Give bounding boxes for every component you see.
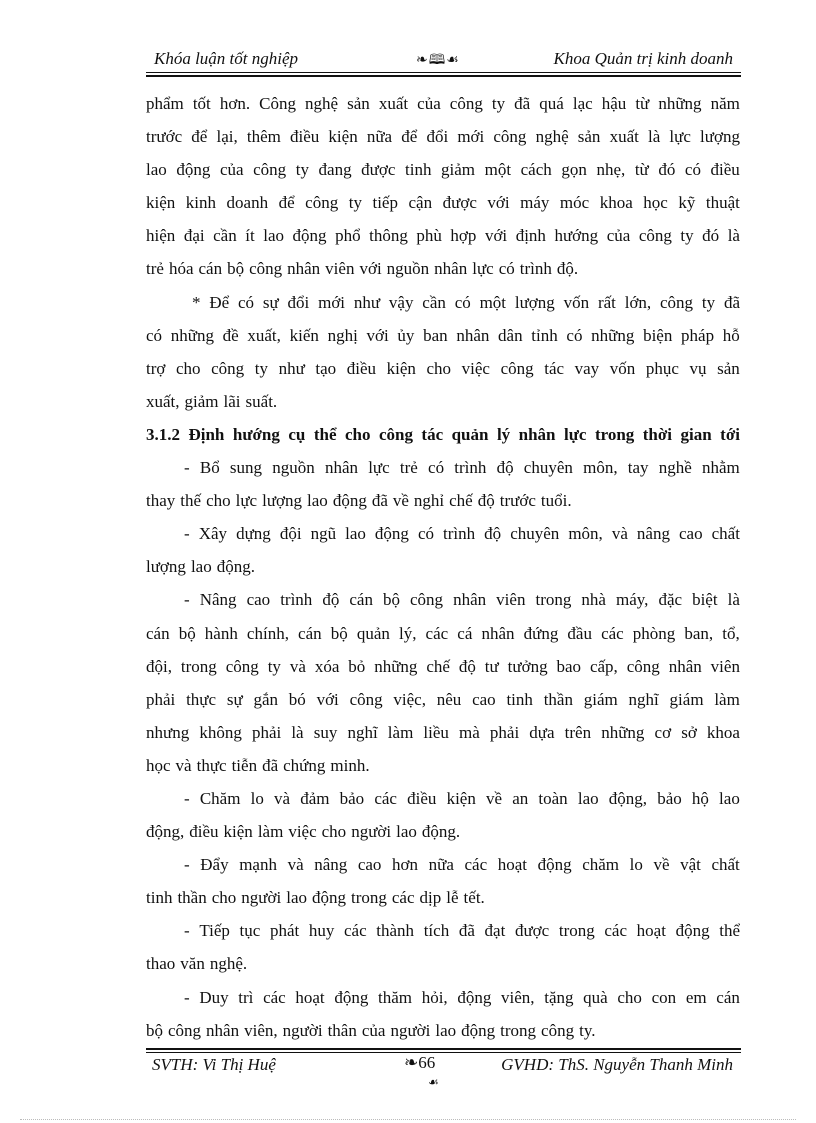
paragraph-line: trợ cho công ty như tạo điều kiện cho việc công tác vay vốn phục vụ sản [146, 358, 740, 378]
paragraph-line: lao động của công ty đang được tinh giảm một cách gọn nhẹ, từ đó có điều [146, 160, 740, 180]
paragraph-line: học và thực tiễn đã chứng minh. [146, 755, 370, 775]
paragraph-line: xuất, giảm lãi suất. [146, 391, 278, 411]
paragraph-line: thay thế cho lực lượng lao động đã về nghỉ chế độ trước tuổi. [146, 491, 572, 511]
header-ornament-icon: ❧🕮☙ [416, 53, 460, 68]
paragraph-line: - Chăm lo và đảm bảo các điều kiện về an toàn lao động, bảo hộ lao [184, 788, 740, 808]
footer-rule-thin [146, 1052, 741, 1053]
page-edge-divider [20, 1119, 796, 1120]
paragraph-line: hiện đại cần ít lao động phổ thông phù hợp với định hướng của công ty đó là [146, 226, 740, 246]
footer-rule-thick [146, 1048, 741, 1050]
footer-page-number: ❧66 [404, 1053, 436, 1072]
page-header [146, 46, 741, 72]
page-footer [146, 1053, 741, 1089]
header-faculty-label: Khoa Quản trị kinh doanh [553, 49, 733, 68]
paragraph-line: bộ công nhân viên, người thân của người lao động trong công ty. [146, 1020, 596, 1040]
paragraph-line: - Bổ sung nguồn nhân lực trẻ có trình độ chuyên môn, tay nghề nhằm [184, 458, 740, 478]
paragraph-line: - Tiếp tục phát huy các thành tích đã đạt được trong các hoạt động thể [184, 921, 740, 941]
paragraph-line: kiện kinh doanh để công ty tiếp cận được với máy móc khoa học kỹ thuật [146, 193, 740, 213]
paragraph-line: đội, trong công ty và xóa bỏ những chế độ tư tưởng bao cấp, công nhân viên [146, 656, 740, 676]
footer-ornament-icon: ☙ [428, 1075, 439, 1089]
footer-advisor-label: GVHD: ThS. Nguyễn Thanh Minh [501, 1055, 733, 1074]
paragraph-line: lượng lao động. [146, 557, 255, 577]
paragraph-line: nhưng không phải là suy nghĩ làm liều mà phải dựa trên những cơ sở khoa [146, 722, 740, 742]
paragraph-line: - Xây dựng đội ngũ lao động có trình độ chuyên môn, và nâng cao chất [184, 524, 740, 544]
paragraph-line: trẻ hóa cán bộ công nhân viên với nguồn nhân lực có trình độ. [146, 259, 579, 279]
header-rule-thin [146, 72, 741, 73]
document-body [146, 87, 740, 1047]
header-rule-thick [146, 75, 741, 77]
header-thesis-label: Khóa luận tốt nghiệp [154, 49, 299, 68]
paragraph-line: thao văn nghệ. [146, 954, 248, 974]
paragraph-line: - Nâng cao trình độ cán bộ công nhân viên trong nhà máy, đặc biệt là [184, 590, 740, 610]
footer-student-label: SVTH: Vi Thị Huệ [152, 1055, 276, 1074]
paragraph-line: tinh thần cho người lao động trong các dịp lễ tết. [146, 888, 485, 908]
section-heading: 3.1.2 Định hướng cụ thể cho công tác quản lý nhân lực trong thời gian tới [146, 424, 740, 444]
paragraph-line: cán bộ hành chính, cán bộ quản lý, các cá nhân đứng đầu các phòng ban, tổ, [146, 623, 740, 643]
paragraph-line: động, điều kiện làm việc cho người lao động. [146, 822, 461, 842]
paragraph-line: phẩm tốt hơn. Công nghệ sản xuất của công ty đã quá lạc hậu từ những năm [146, 94, 740, 113]
paragraph-line: trước để lại, thêm điều kiện nữa để đổi mới công nghệ sản xuất là lực lượng [146, 127, 740, 147]
paragraph-line: * Để có sự đổi mới như vậy cần có một lượng vốn rất lớn, công ty đã [192, 292, 740, 312]
paragraph-line: - Duy trì các hoạt động thăm hỏi, động viên, tặng quà cho con em cán [184, 987, 740, 1007]
paragraph-line: có những đề xuất, kiến nghị với ủy ban nhân dân tỉnh có những biện pháp hỗ [146, 325, 740, 345]
paragraph-line: phải thực sự gắn bó với công việc, nêu cao tinh thần giám nghĩ giám làm [146, 689, 740, 709]
paragraph-line: - Đẩy mạnh và nâng cao hơn nữa các hoạt động chăm lo về vật chất [184, 855, 740, 875]
